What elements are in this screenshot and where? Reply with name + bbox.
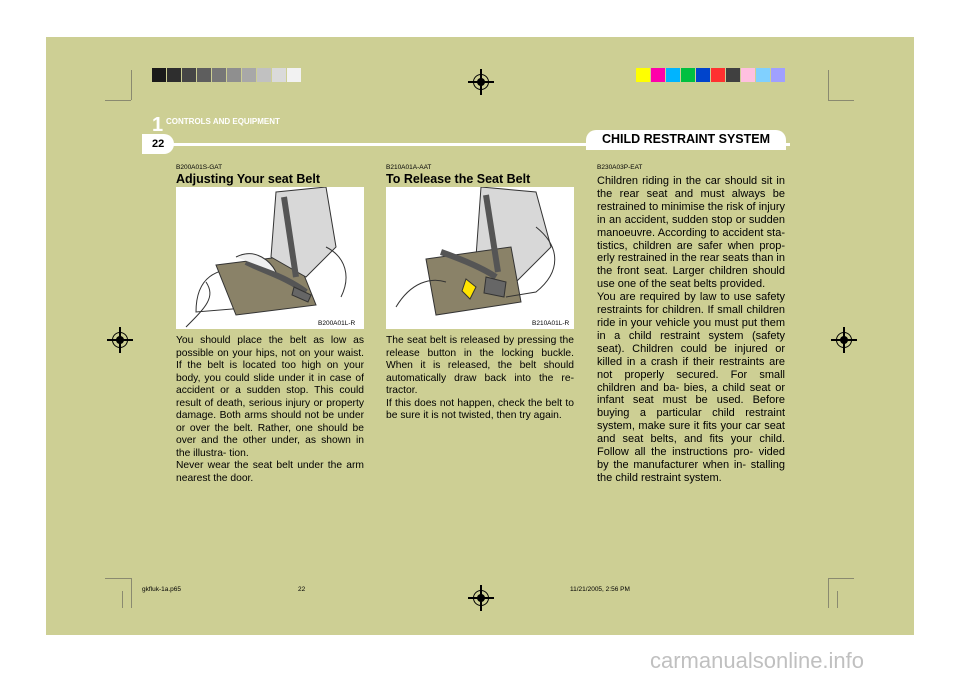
section-heading: To Release the Seat Belt (386, 172, 531, 186)
section-code: B200A01S-GAT (176, 164, 223, 171)
calibration-swatch (726, 68, 740, 82)
crop-mark (122, 591, 123, 608)
calibration-swatch (272, 68, 286, 82)
body-text: The seat belt is released by pressing the release button in the locking buckle. When it is released, the belt should automatically draw back into the re- tractor. If this does not happen, check the belt to be sure it is not twisted, then try again. (386, 335, 574, 421)
figure-seat-belt-adjust (176, 187, 364, 329)
calibration-swatch (771, 68, 785, 82)
crop-mark (131, 578, 132, 608)
calibration-swatch (636, 68, 650, 82)
calibration-swatch (711, 68, 725, 82)
footer-file: gkfluk-1a.p65 (142, 586, 182, 593)
registration-target-icon (473, 590, 489, 606)
calibration-swatch (651, 68, 665, 82)
body-text: You should place the belt as low as possible on your hips, not on your waist. If the belt is located too high on your body, you could slide under it in case of accident or a sudden stop. This could result of death, serious injury or property damage. Both arms should not be under or over the belt. Rather, one should be over and the other under, as shown in the illustra- tion. Never wear the seat belt under the arm nearest the door. (176, 335, 364, 484)
seat-belt-release-illustration-icon (386, 187, 574, 329)
registration-target-icon (836, 332, 852, 348)
crop-mark (105, 100, 131, 101)
crop-mark (131, 70, 132, 100)
figure-caption: B210A01L-R (532, 320, 570, 327)
watermark: carmanualsonline.info (650, 648, 865, 673)
crop-mark (828, 70, 829, 100)
seat-belt-adjust-illustration-icon (176, 187, 364, 329)
calibration-swatch (756, 68, 770, 82)
calibration-swatch (287, 68, 301, 82)
calibration-swatch (681, 68, 695, 82)
calibration-swatch (197, 68, 211, 82)
figure-seat-belt-release (386, 187, 574, 329)
registration-target-icon (112, 332, 128, 348)
footer-page: 22 (298, 586, 306, 593)
crop-mark (828, 578, 854, 579)
crop-mark (837, 591, 838, 608)
section-code: B230A03P-EAT (597, 164, 643, 171)
page-number: 22 (152, 138, 165, 150)
calibration-swatch (666, 68, 680, 82)
crop-mark (828, 100, 854, 101)
calibration-swatch (242, 68, 256, 82)
calibration-swatch (741, 68, 755, 82)
crop-mark (105, 578, 131, 579)
figure-caption: B200A01L-R (318, 320, 356, 327)
calibration-swatch (257, 68, 271, 82)
calibration-swatch (167, 68, 181, 82)
section-title: CONTROLS AND EQUIPMENT (166, 117, 280, 126)
chapter-title: CHILD RESTRAINT SYSTEM (601, 132, 771, 146)
crop-mark (828, 578, 829, 608)
calibration-swatch (152, 68, 166, 82)
section-number: 1 (152, 114, 164, 136)
calibration-swatch (182, 68, 196, 82)
registration-target-icon (473, 74, 489, 90)
body-text: Children riding in the car should sit in the rear seat and must always be restrained to minimise the risk of injury in an accident, sudden stop or sudden manoeuvre. According to accident sta- tistics, children are safer when prop- erly restrained in the rear seats than in the front seat. Larger children should use one of the seat belts provided. You are required by law to use safety restraints for children. If small children ride in your vehicle you must put them in a child restraint system (safety seat). Children could be injured or killed in a crash if their restraints are not properly secured. For small children and ba- bies, a child seat or infant seat must be used. Before buying a particular child restraint system, make sure it fits your car seat and seat belts, and fits your child. Follow all the instructions pro- vided by the manufacturer when in- stalling the child restraint system. (597, 175, 785, 484)
section-heading: Adjusting Your seat Belt (176, 172, 321, 186)
calibration-swatch (212, 68, 226, 82)
footer-timestamp: 11/21/2005, 2:56 PM (570, 586, 630, 593)
calibration-swatch (696, 68, 710, 82)
calibration-swatch (227, 68, 241, 82)
section-code: B210A01A-AAT (386, 164, 432, 171)
